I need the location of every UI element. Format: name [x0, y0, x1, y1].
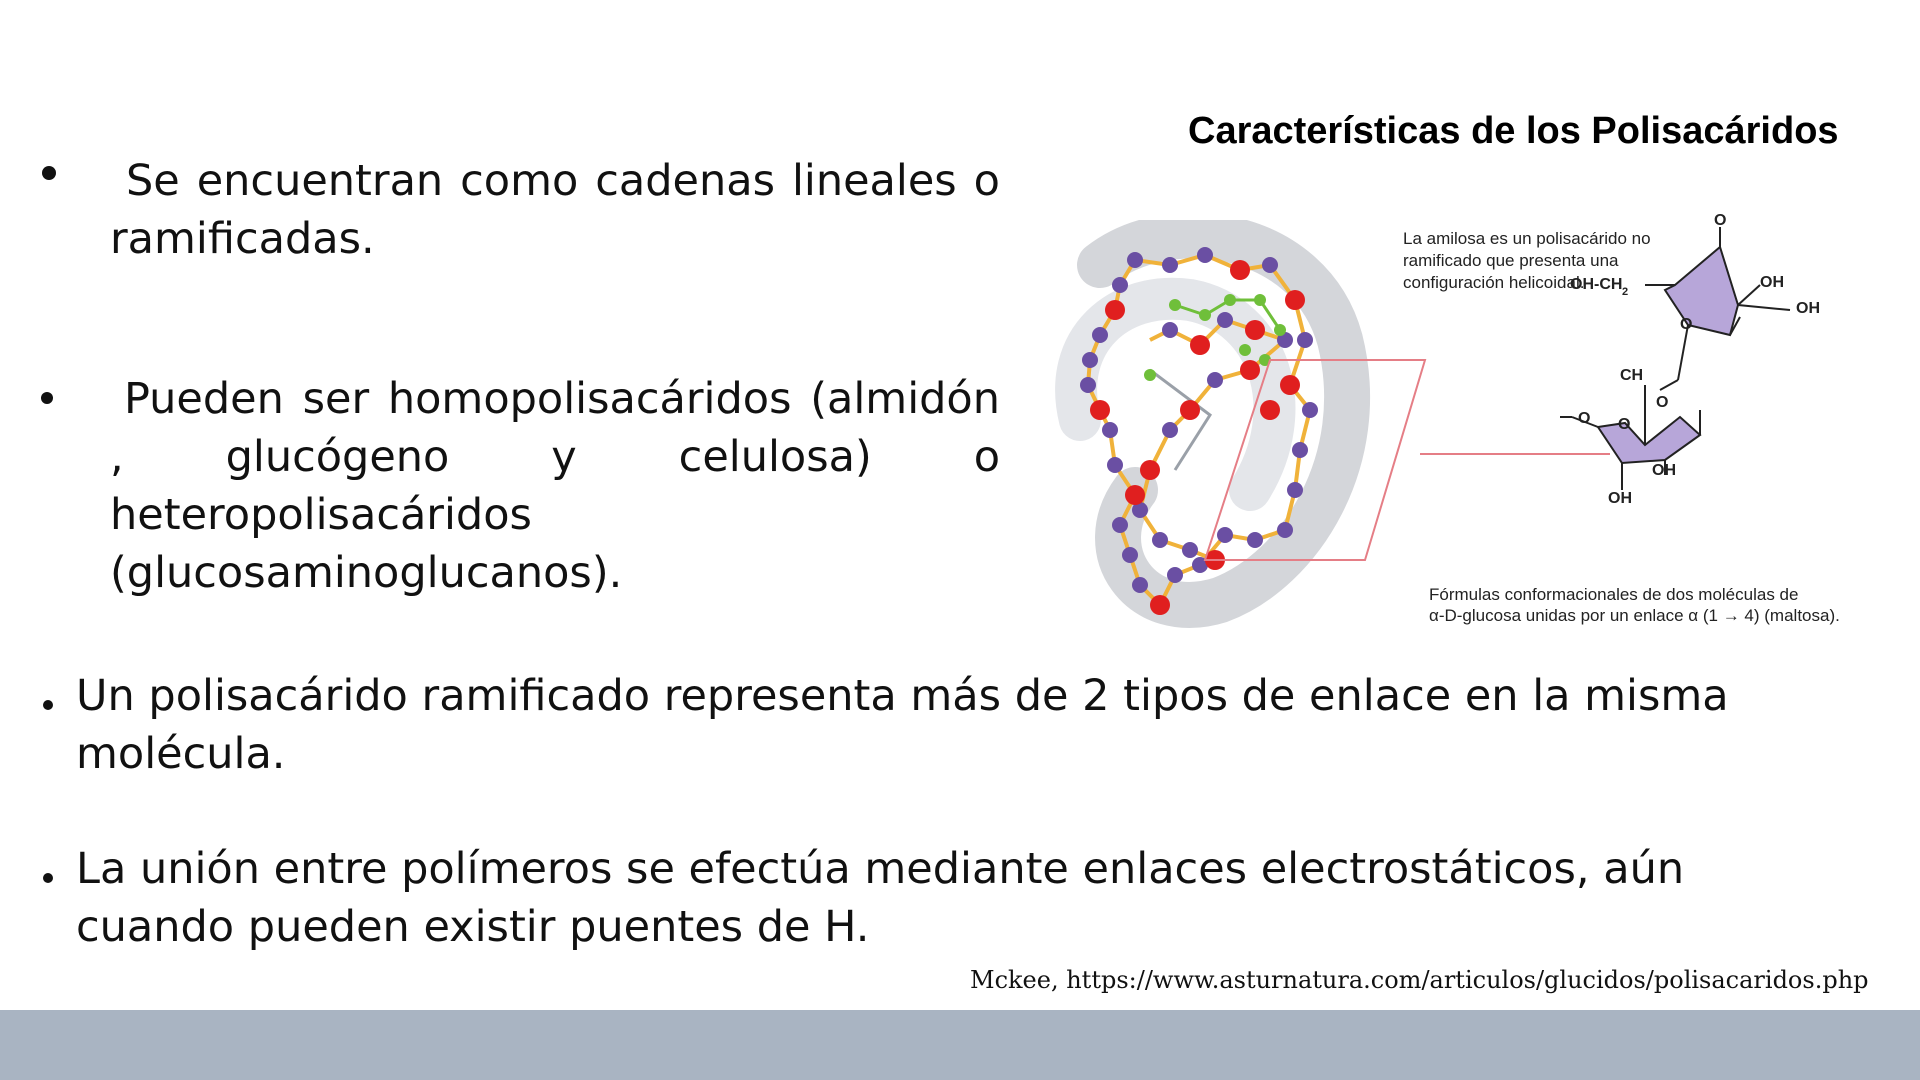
- formula-label: O: [1714, 212, 1727, 229]
- bullet-marker: [41, 392, 53, 404]
- formula-label: CH: [1620, 367, 1644, 384]
- formula-label: O: [1578, 410, 1591, 427]
- formula-label: OH: [1608, 490, 1632, 507]
- formula-label: OH: [1760, 274, 1784, 291]
- footer-bar: [0, 1010, 1920, 1080]
- formula-caption-line2: α-D-glucosa unidas por un enlace α (1 → 4) (maltosa).: [1429, 606, 1840, 625]
- bullet-text-branched: Un polisacárido ramificado representa más de 2 tipos de enlace en la misma molécula.: [76, 671, 1729, 779]
- bullet-marker: [43, 873, 53, 883]
- figure-title: Características de los Polisacáridos: [1188, 110, 1839, 152]
- bullet-text-union: La unión entre polímeros se efectúa mediante enlaces electrostáticos, aún cuando pueden existir puentes de H.: [76, 844, 1685, 952]
- formula-label: O: [1618, 416, 1631, 433]
- formula-label: OH: [1796, 300, 1820, 317]
- formula-label: O: [1656, 394, 1669, 411]
- formula-label: O: [1680, 316, 1693, 333]
- source-citation: Mckee, https://www.asturnatura.com/articulos/glucidos/polisacaridos.php: [970, 966, 1869, 994]
- bullet-text-types: Pueden ser homopolisacáridos (almidón , glucógeno y celulosa) o heteropolisacáridos (glucosaminoglucanos).: [110, 374, 1000, 598]
- formula-label: OH: [1652, 462, 1676, 479]
- amylose-helix-illustration: [1040, 220, 1440, 630]
- bullet-text-chains: Se encuentran como cadenas lineales o ramificadas.: [110, 156, 1000, 264]
- formula-caption-line1: Fórmulas conformacionales de dos moléculas de: [1429, 585, 1799, 604]
- formula-label: 2: [1622, 286, 1629, 298]
- formula-label: OH-CH: [1570, 276, 1623, 293]
- bullet-marker: [42, 166, 56, 180]
- bullet-marker: [43, 700, 53, 710]
- maltose-formula: [1560, 205, 1900, 515]
- amylose-caption: La amilosa es un polisacárido no ramificado que presenta una configuración helicoidal.: [1403, 229, 1651, 292]
